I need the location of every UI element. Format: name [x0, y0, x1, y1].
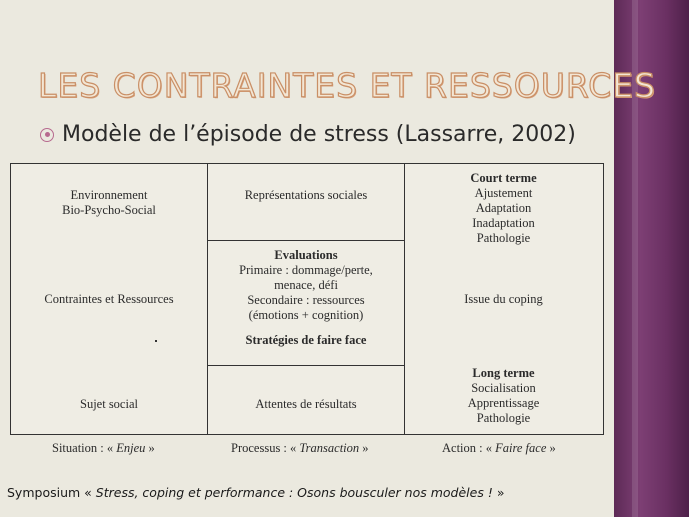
symposium-title: Stress, coping et performance : Osons bousculer nos modèles !	[95, 485, 493, 500]
column-action	[405, 164, 602, 434]
long-term-item: Socialisation	[471, 381, 536, 395]
bullet-line	[40, 122, 576, 147]
short-term-item: Ajustement	[474, 186, 533, 200]
caption-action-prefix: Action : «	[442, 441, 496, 455]
environment-line2: Bio-Psycho-Social	[62, 203, 156, 217]
caption-process-term: Transaction	[299, 441, 360, 455]
social-subject-cell: Sujet social	[80, 397, 138, 411]
expected-results-cell: Attentes de résultats	[255, 397, 357, 411]
divider-bottom	[208, 365, 404, 366]
short-term-cell	[405, 171, 602, 246]
caption-process-suffix: »	[359, 441, 369, 455]
social-representations-cell: Représentations sociales	[244, 188, 368, 202]
evaluations-line2: menace, défi	[274, 278, 338, 292]
evaluations-cell	[208, 248, 404, 348]
caption-process	[231, 441, 369, 456]
short-term-item: Pathologie	[476, 231, 531, 245]
coping-outcome-cell: Issue du coping	[464, 292, 543, 306]
slide-title: LES CONTRAINTES ET RESSOURCES	[38, 66, 656, 105]
constraints-resources-cell: Contraintes et Ressources	[44, 292, 174, 306]
caption-action	[442, 441, 556, 456]
caption-action-suffix: »	[546, 441, 556, 455]
coping-strategies-label: Stratégies de faire face	[245, 333, 367, 347]
long-term-item: Apprentissage	[467, 396, 540, 410]
evaluations-title: Evaluations	[274, 248, 338, 262]
caption-action-term: Faire face	[495, 441, 547, 455]
evaluations-line4: (émotions + cognition)	[248, 308, 364, 322]
caption-situation-suffix: »	[145, 441, 155, 455]
environment-line1: Environnement	[70, 188, 148, 202]
symposium-suffix: »	[492, 485, 505, 500]
bullet-icon	[40, 128, 54, 142]
short-term-item: Inadaptation	[472, 216, 535, 230]
short-term-item: Adaptation	[475, 201, 532, 215]
long-term-title: Long terme	[472, 366, 535, 380]
column-situation	[11, 164, 208, 434]
caption-situation-prefix: Situation : «	[52, 441, 117, 455]
short-term-title: Court terme	[470, 171, 537, 185]
symposium-prefix: Symposium «	[7, 485, 96, 500]
long-term-cell	[405, 366, 602, 426]
stress-model-diagram	[10, 163, 604, 435]
symposium-footer	[7, 485, 504, 500]
evaluations-line3: Secondaire : ressources	[247, 293, 365, 307]
evaluations-line1: Primaire : dommage/perte,	[239, 263, 373, 277]
caption-situation	[52, 441, 155, 456]
environment-cell	[11, 188, 207, 218]
divider-top	[208, 240, 404, 241]
column-process	[208, 164, 405, 434]
caption-process-prefix: Processus : «	[231, 441, 300, 455]
caption-situation-term: Enjeu	[116, 441, 146, 455]
long-term-item: Pathologie	[476, 411, 531, 425]
bullet-text: Modèle de l’épisode de stress (Lassarre, 2002)	[62, 122, 576, 147]
stray-dot	[155, 340, 157, 342]
